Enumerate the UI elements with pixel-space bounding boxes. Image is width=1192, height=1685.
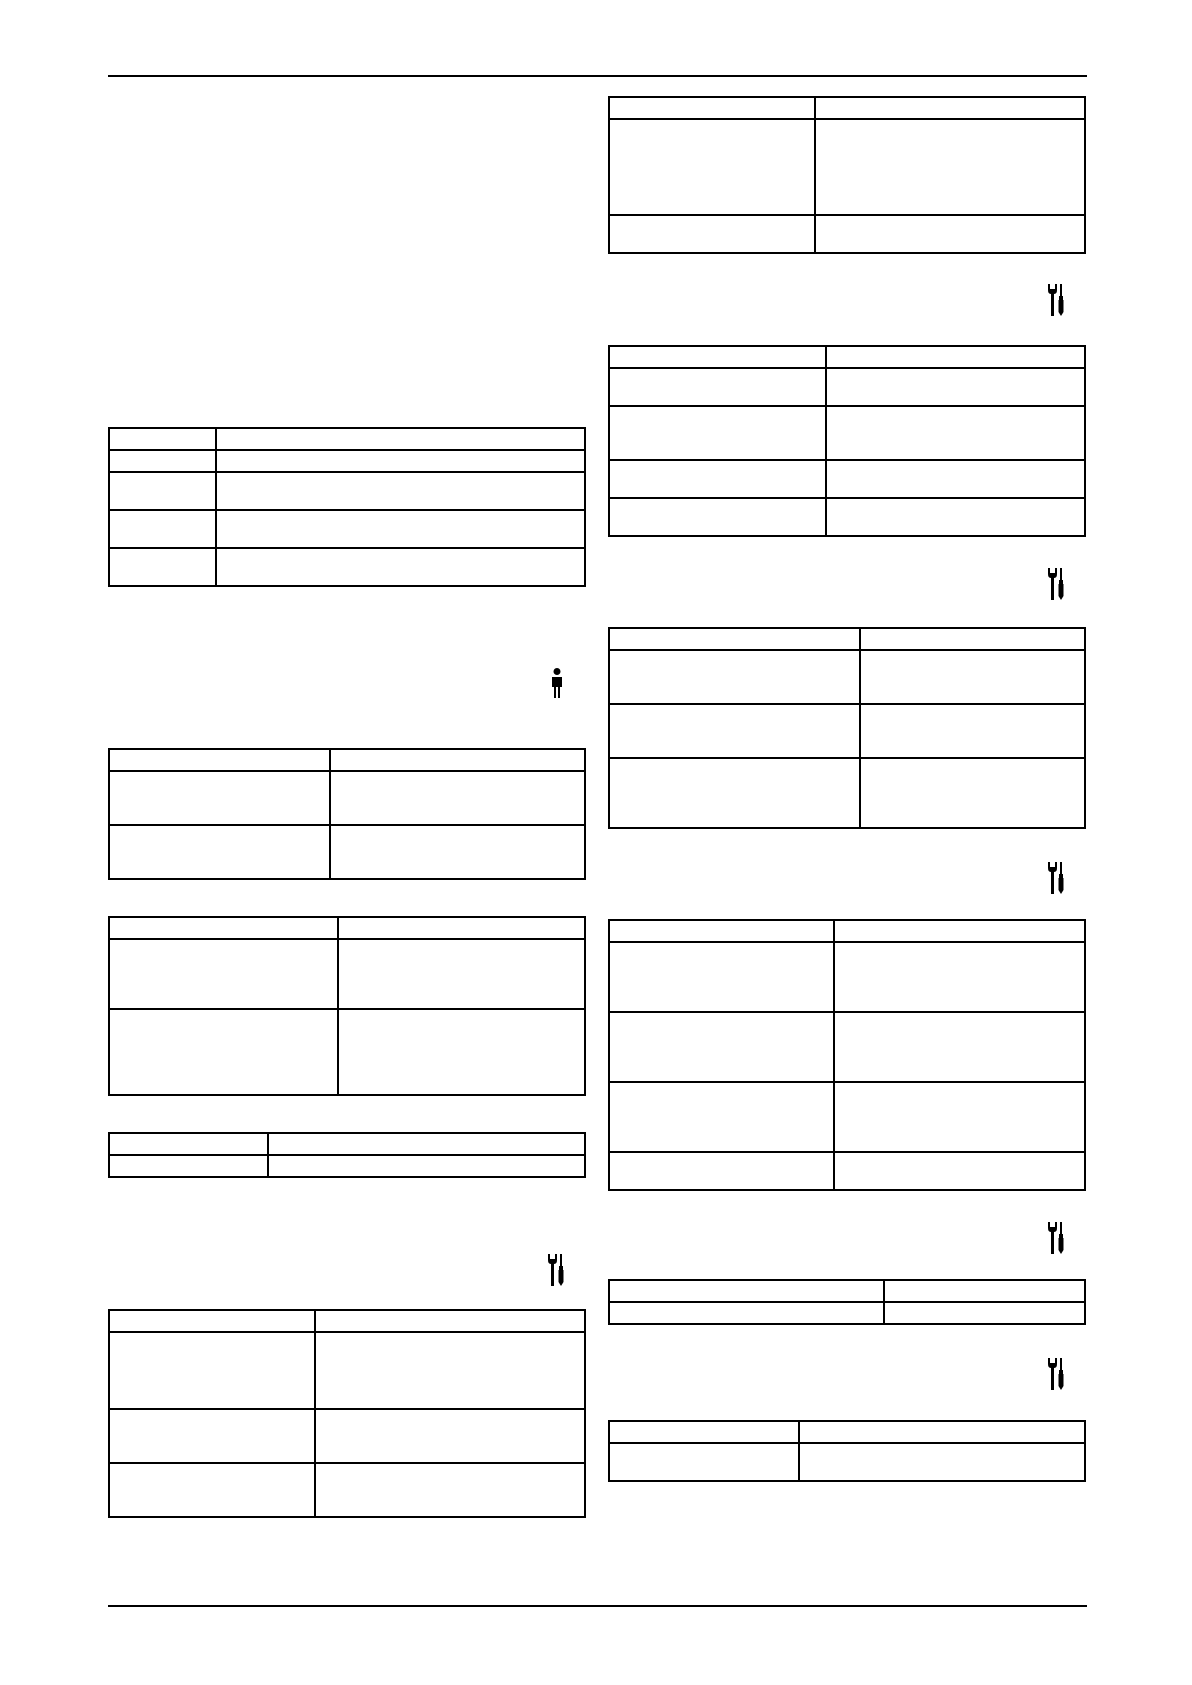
table-header-row	[609, 346, 1085, 368]
table-row	[609, 1152, 1085, 1190]
table-row	[609, 460, 1085, 498]
table-row	[609, 215, 1085, 253]
table-row	[609, 704, 1085, 758]
table-row	[609, 119, 1085, 215]
table-header-row	[109, 1133, 585, 1155]
table-1	[108, 427, 586, 587]
table-row	[109, 472, 585, 510]
table-row	[109, 1409, 585, 1463]
table-row	[609, 758, 1085, 828]
table-row	[609, 1302, 1085, 1324]
table-row	[609, 406, 1085, 460]
table-row	[609, 1012, 1085, 1082]
table-row	[109, 1463, 585, 1517]
table-row	[109, 510, 585, 548]
table-header-row	[609, 97, 1085, 119]
table-header-row	[109, 1310, 585, 1332]
table-8	[608, 627, 1086, 829]
wrench-screwdriver-icon	[1047, 284, 1065, 316]
table-header-row	[609, 920, 1085, 942]
table-header-row	[109, 749, 585, 771]
table-row	[109, 548, 585, 586]
table-11	[608, 1420, 1086, 1482]
table-row	[609, 1443, 1085, 1481]
person-icon	[550, 668, 564, 698]
table-7	[608, 345, 1086, 537]
table-row	[609, 1082, 1085, 1152]
table-header-row	[109, 917, 585, 939]
table-row	[109, 939, 585, 1009]
table-row	[109, 1332, 585, 1409]
table-row	[109, 771, 585, 825]
table-row	[109, 1009, 585, 1095]
table-2	[108, 748, 586, 880]
header-rule	[108, 75, 1087, 77]
table-row	[609, 368, 1085, 406]
table-9	[608, 919, 1086, 1191]
footer-rule	[108, 1605, 1087, 1607]
wrench-screwdriver-icon	[1047, 568, 1065, 600]
table-5	[108, 1309, 586, 1518]
table-header-row	[609, 1280, 1085, 1302]
table-4	[108, 1132, 586, 1178]
wrench-screwdriver-icon	[1047, 862, 1065, 894]
table-row	[609, 650, 1085, 704]
table-3	[108, 916, 586, 1096]
table-row	[609, 942, 1085, 1012]
table-10	[608, 1279, 1086, 1325]
table-row	[609, 498, 1085, 536]
table-header-row	[609, 628, 1085, 650]
wrench-screwdriver-icon	[547, 1254, 565, 1286]
table-row	[109, 825, 585, 879]
table-header-row	[609, 1421, 1085, 1443]
table-header-row	[109, 428, 585, 450]
wrench-screwdriver-icon	[1047, 1358, 1065, 1390]
wrench-screwdriver-icon	[1047, 1222, 1065, 1254]
table-6	[608, 96, 1086, 254]
table-row	[109, 1155, 585, 1177]
table-row	[109, 450, 585, 472]
